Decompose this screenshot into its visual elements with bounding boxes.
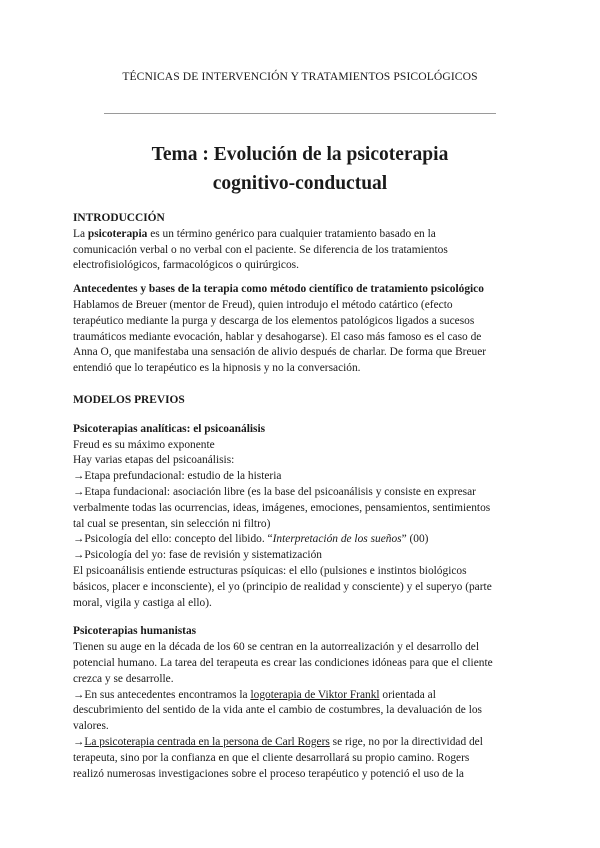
underlined-term-rogers: La psicoterapia centrada en la persona de Carl Rogers (84, 735, 330, 748)
section-heading-analiticas: Psicoterapias analíticas: el psicoanálisis (73, 422, 266, 435)
document-body (73, 211, 525, 782)
list-item: →Etapa fundacional: asociación libre (es la base del psicoanálisis y consiste en expresar (73, 485, 476, 498)
paragraph-line: comunicación verbal o no verbal con el paciente. Se diferencia de los tratamientos (73, 243, 448, 256)
paragraph-line: entendió que lo terapéutico es la hipnosis y no la conversación. (73, 362, 361, 375)
paragraph-line: verbalmente todas las ocurrencias, ideas, imágenes, emociones, pensamientos, sentimientos (73, 501, 491, 514)
text-run: →Psicología del ello: concepto del libido. “ (73, 533, 273, 546)
paragraph-line: traumáticos mediante evocación, hablar y desahogarse). El caso más famoso es el caso de (73, 330, 482, 343)
text-run: La (73, 227, 88, 240)
paragraph-line: terapeuta, sino por la confianza en que el cliente desarrollará su propio camino. Rogers (73, 751, 470, 764)
italic-title: Interpretación de los sueños (272, 533, 402, 546)
paragraph-line: valores. (73, 720, 109, 733)
section-psicoterapias-humanistas (73, 624, 525, 782)
list-item (73, 532, 525, 548)
text-run: es un término genérico para cualquier tratamiento basado en la (147, 227, 436, 240)
list-item: →Etapa prefundacional: estudio de la histeria (73, 470, 282, 483)
paragraph-line: descubrimiento del sentido de la vida ante el cambio de costumbres, la devaluación de los (73, 704, 482, 717)
list-item: →Psicología del yo: fase de revisión y sistematización (73, 549, 322, 562)
section-modelos-previos (73, 393, 525, 409)
header-divider (104, 113, 496, 114)
text-run: orientada al (379, 688, 436, 701)
paragraph-line: crezca y se desarrolle. (73, 672, 174, 685)
text-run: → (73, 735, 85, 748)
section-antecedentes (73, 282, 525, 377)
paragraph-line: Hablamos de Breuer (mentor de Freud), quien introdujo el método catártico (efecto (73, 298, 453, 311)
paragraph-line: Hay varias etapas del psicoanálisis: (73, 454, 235, 467)
list-item (73, 735, 525, 751)
text-run: →En sus antecedentes encontramos la (73, 688, 251, 701)
section-heading-antecedentes: Antecedentes y bases de la terapia como método científico de tratamiento psicológico (73, 283, 484, 296)
course-title: TÉCNICAS DE INTERVENCIÓN Y TRATAMIENTOS PSICOLÓGICOS (122, 70, 478, 83)
paragraph-line: electrofisiológicos, farmacológicos o quirúrgicos. (73, 259, 299, 272)
text-run: ” (00) (401, 533, 429, 546)
paragraph-line: terapéutico mediante la purga y descarga de los elementos patológicos ligados a sucesos (73, 314, 475, 327)
section-heading-humanistas: Psicoterapias humanistas (73, 625, 197, 638)
paragraph-line: tal cual se presentan, sin selección ni filtro) (73, 517, 271, 530)
bold-term: psicoterapia (87, 227, 148, 240)
text-run: se rige, no por la directividad del (329, 735, 483, 748)
section-heading-introduccion: INTRODUCCIÓN (73, 212, 165, 224)
paragraph-line: El psicoanálisis entiende estructuras psíquicas: el ello (pulsiones e instintos biológicos (73, 564, 467, 577)
topic-title-line-1: Tema : Evolución de la psicoterapia (151, 144, 449, 165)
paragraph-line: Tienen su auge en la década de los 60 se centran en la autorrealización y el desarrollo del (73, 641, 479, 654)
topic-title (0, 141, 600, 198)
topic-title-line-2: cognitivo-conductual (212, 172, 388, 194)
list-item (73, 688, 525, 704)
underlined-term-logoterapia: logoterapia de Viktor Frankl (250, 688, 380, 701)
paragraph-line: realizó numerosas investigaciones sobre el proceso terapéutico y potenció el uso de la (73, 767, 464, 780)
paragraph-line: potencial humano. La tarea del terapeuta es crear las condiciones idóneas para que el cliente (73, 656, 493, 669)
section-introduccion (73, 211, 525, 274)
paragraph-line: Freud es su máximo exponente (73, 438, 215, 451)
section-heading-modelos-previos: MODELOS PREVIOS (73, 393, 185, 406)
paragraph-line: Anna O, que manifestaba una sensación de alivio después de charlar. De forma que Breuer (73, 346, 487, 359)
section-psicoterapias-analiticas (73, 422, 525, 612)
paragraph-line (73, 227, 525, 243)
paragraph-line: moral, vigila y castiga al ello). (73, 596, 212, 609)
paragraph-line: básicos, placer e inconsciente), el yo (principio de realidad y consciente) y el superyo (parte (73, 580, 492, 593)
